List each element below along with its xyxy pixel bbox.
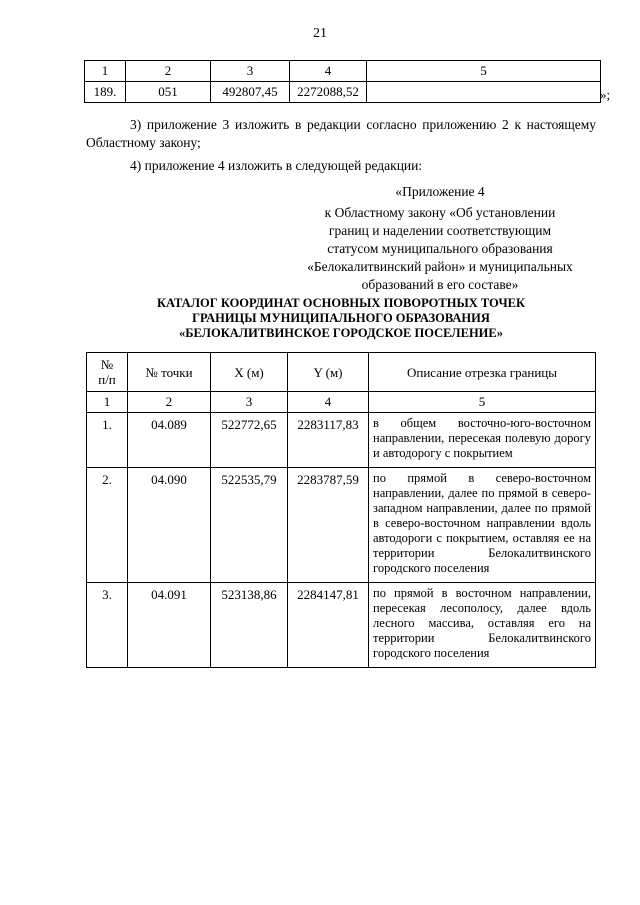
table-cell: 3 (211, 61, 290, 82)
previous-table-continuation (84, 60, 601, 103)
table-header-row (87, 353, 596, 392)
table-cell: 5 (369, 392, 596, 413)
table-cell: 3 (211, 392, 288, 413)
row-desc: в общем восточно-юго-восточном направлении, пересекая полевую дорогу и автодорогу с покрытием (369, 413, 596, 468)
row-x: 522535,79 (211, 468, 288, 583)
table-cell (367, 82, 601, 103)
annex-title: «Приложение 4 (395, 184, 485, 199)
header-num (87, 353, 128, 392)
row-desc: по прямой в северо-восточном направлении, далее по прямой в северо-западном направлении, далее по прямой в северо-восточном направлении вдоль автодороги с покрытием, оставляя ее на территории Белокалитвинского городского поселения (369, 468, 596, 583)
annex-caption-line: статусом муниципального образования (327, 241, 553, 256)
row-point: 04.089 (128, 413, 211, 468)
row-num: 3. (87, 583, 128, 668)
catalog-heading (86, 296, 596, 341)
row-num: 1. (87, 413, 128, 468)
row-x: 522772,65 (211, 413, 288, 468)
table-cell: 4 (288, 392, 369, 413)
coordinates-table (86, 352, 596, 668)
quote-close-mark: »; (600, 87, 611, 102)
paragraph-annex-4: 4) приложение 4 изложить в следующей редакции: (130, 158, 423, 173)
row-y: 2284147,81 (288, 583, 369, 668)
heading-line: КАТАЛОГ КООРДИНАТ ОСНОВНЫХ ПОВОРОТНЫХ ТОЧЕК (156, 296, 526, 310)
row-point: 04.090 (128, 468, 211, 583)
page-number: 21 (313, 26, 327, 41)
annex-caption-line: границ и наделении соответствующим (328, 223, 552, 238)
header-point: № точки (128, 353, 211, 392)
table-row (87, 468, 596, 583)
table-cell: 1 (87, 392, 128, 413)
annex-caption-line: «Белокалитвинский район» и муниципальных (307, 259, 573, 274)
table-cell: 1 (85, 61, 126, 82)
table-cell: 2 (126, 61, 211, 82)
heading-line: «БЕЛОКАЛИТВИНСКОЕ ГОРОДСКОЕ ПОСЕЛЕНИЕ» (178, 326, 503, 340)
annex-caption-line: к Областному закону «Об установлении (324, 205, 556, 220)
row-y: 2283117,83 (288, 413, 369, 468)
table-row (87, 583, 596, 668)
header-desc: Описание отрезка границы (369, 353, 596, 392)
table-index-row (87, 392, 596, 413)
table-cell: 051 (126, 82, 211, 103)
row-y: 2283787,59 (288, 468, 369, 583)
table-cell: 4 (290, 61, 367, 82)
header-num-line: № (100, 357, 114, 372)
row-num: 2. (87, 468, 128, 583)
table-cell: 2 (128, 392, 211, 413)
row-point: 04.091 (128, 583, 211, 668)
table-cell: 5 (367, 61, 601, 82)
table-index-row (85, 61, 601, 82)
header-num-line: п/п (98, 372, 116, 387)
table-cell: 2272088,52 (290, 82, 367, 103)
table-cell: 189. (85, 82, 126, 103)
row-desc: по прямой в восточном направлении, пересекая лесополосу, далее вдоль лесного массива, оставляя его на территории Белокалитвинского городского поселения (369, 583, 596, 668)
annex-caption (280, 204, 600, 294)
table-row (85, 82, 601, 103)
row-x: 523138,86 (211, 583, 288, 668)
table-cell: 492807,45 (211, 82, 290, 103)
table-row (87, 413, 596, 468)
heading-line: ГРАНИЦЫ МУНИЦИПАЛЬНОГО ОБРАЗОВАНИЯ (192, 311, 490, 325)
header-x: X (м) (211, 353, 288, 392)
paragraph-annex-3: 3) приложение 3 изложить в редакции согласно приложению 2 к настоящему Областному закону; (86, 117, 596, 150)
annex-caption-line: образований в его составе» (361, 277, 519, 292)
header-y: Y (м) (288, 353, 369, 392)
